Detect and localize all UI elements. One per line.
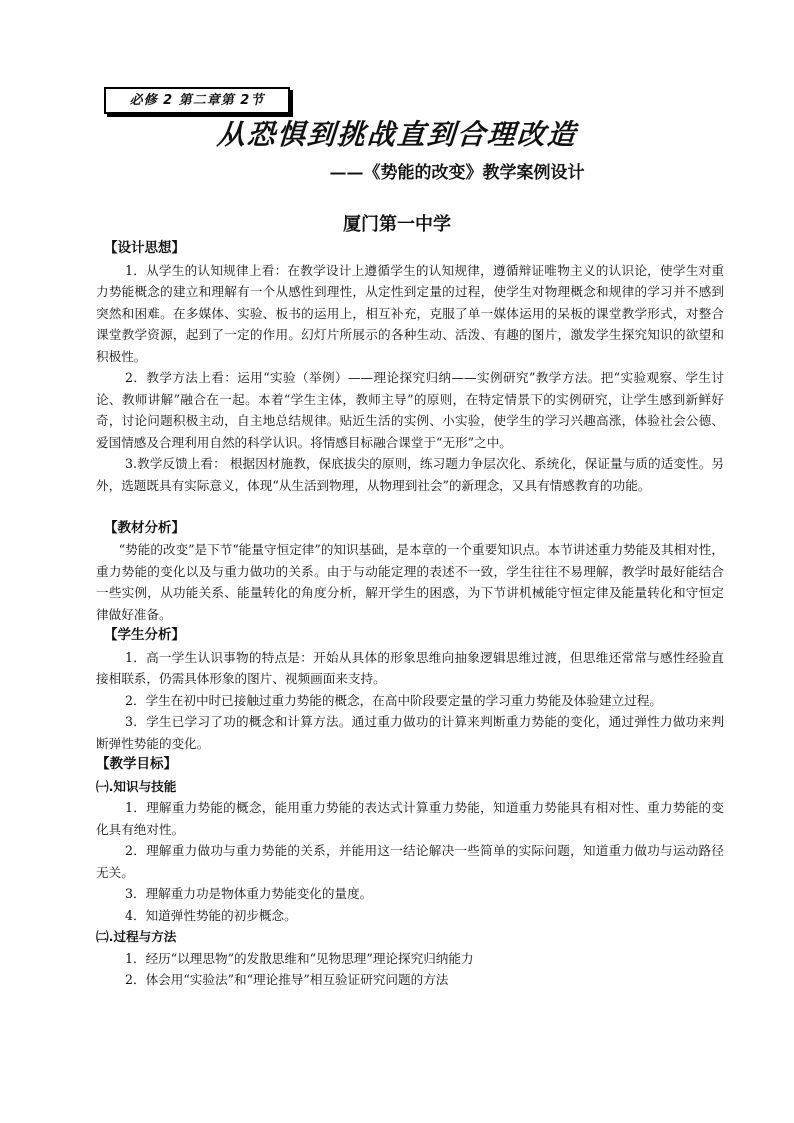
paragraph: 3.教学反馈上看： 根据因材施教，保底拔尖的原则，练习题力争层次化、系统化，保证量与质的适变性。另外，选题既具有实际意义，体现“从生活到物理，从物理到社会”的新理念，又具有情感教育的功能。 <box>96 456 724 493</box>
paragraph: 2．学生在初中时已接触过重力势能的概念，在高中阶段要定量的学习重力势能及体验建立过程。 <box>124 692 662 708</box>
section-heading-goals: 【教学目标】 <box>96 756 177 772</box>
subheading-knowledge: ㈠.知识与技能 <box>96 778 177 794</box>
section-heading-students: 【学生分析】 <box>104 627 185 643</box>
paragraph: 1．经历“以理思物”的发散思维和“见物思理”理论探究归纳能力 <box>124 950 474 966</box>
paragraph: 3．理解重力功是物体重力势能变化的量度。 <box>124 886 373 901</box>
document-subtitle: ——《势能的改变》教学案例设计 <box>329 163 585 183</box>
document-body <box>96 238 724 991</box>
paragraph: “势能的改变”是下节“能量守恒定律”的知识基础，是本章的一个重要知识点。本节讲述重力势能及其相对性，重力势能的变化以及与重力做功的关系。由于与动能定理的表述不一致，学生往往不易理解，教学时最好能结合一些实例，从功能关系、能量转化的角度分析，解开学生的困惑，为下节讲机械能守恒定律及能量转化和守恒定律做好准备。 <box>96 542 724 622</box>
chapter-tag: 必修 2 第二章第 2节 <box>104 87 290 114</box>
school-name: 厦门第一中学 <box>343 214 451 235</box>
paragraph: 1．理解重力势能的概念，能用重力势能的表达式计算重力势能，知道重力势能具有相对性、重力势能的变化具有绝对性。 <box>96 800 724 837</box>
subheading-process: ㈡.过程与方法 <box>96 929 177 944</box>
paragraph: 2．理解重力做功与重力势能的关系，并能用这一结论解决一些简单的实际问题，知道重力做功与运动路径无关。 <box>96 843 724 880</box>
paragraph: 2．体会用“实验法”和“理论推导”相互验证研究问题的方法 <box>124 972 449 987</box>
paragraph: 1．从学生的认知规律上看：在教学设计上遵循学生的认知规律，遵循辩证唯物主义的认识论，使学生对重力势能概念的建立和理解有一个从感性到理性，从定性到定量的过程，使学生对物理概念和规律的学习并不感到突然和困难。在多媒体、实验、板书的运用上，相互补充，克服了单一媒体运用的呆板的课堂教学形式，对整合课堂教学资源，起到了一定的作用。幻灯片所展示的各种生动、活泼、有趣的图片，激发学生探究知识的欲望和积极性。 <box>96 262 724 364</box>
paragraph: 2．教学方法上看：运用“实验（举例）——理论探究归纳——实例研究”教学方法。把“实验观察、学生讨论、教师讲解”融合在一起。本着“学生主体，教师主导”的原则，在特定情景下的实例研究，让学生感到新鲜好奇，讨论问题积极主动，自主地总结规律。贴近生活的实例、小实验，使学生的学习兴趣高涨，体验社会公德、爱国情感及合理利用自然的科学认识。将情感目标融合课堂于“无形”之中。 <box>96 370 724 450</box>
section-heading-design: 【设计思想】 <box>104 240 185 256</box>
paragraph: 3．学生已学习了功的概念和计算方法。通过重力做功的计算来判断重力势能的变化，通过弹性力做功来判断弹性势能的变化。 <box>96 714 724 751</box>
paragraph: 4．知道弹性势能的初步概念。 <box>124 907 297 923</box>
section-heading-material: 【教材分析】 <box>104 519 185 536</box>
document-title: 从恐惧到挑战直到合理改造 <box>215 118 579 151</box>
paragraph: 1．高一学生认识事物的特点是：开始从具体的形象思维向抽象逻辑思维过渡，但思维还常常与感性经验直接相联系，仍需具体形象的图片、视频画面来支持。 <box>96 649 724 686</box>
